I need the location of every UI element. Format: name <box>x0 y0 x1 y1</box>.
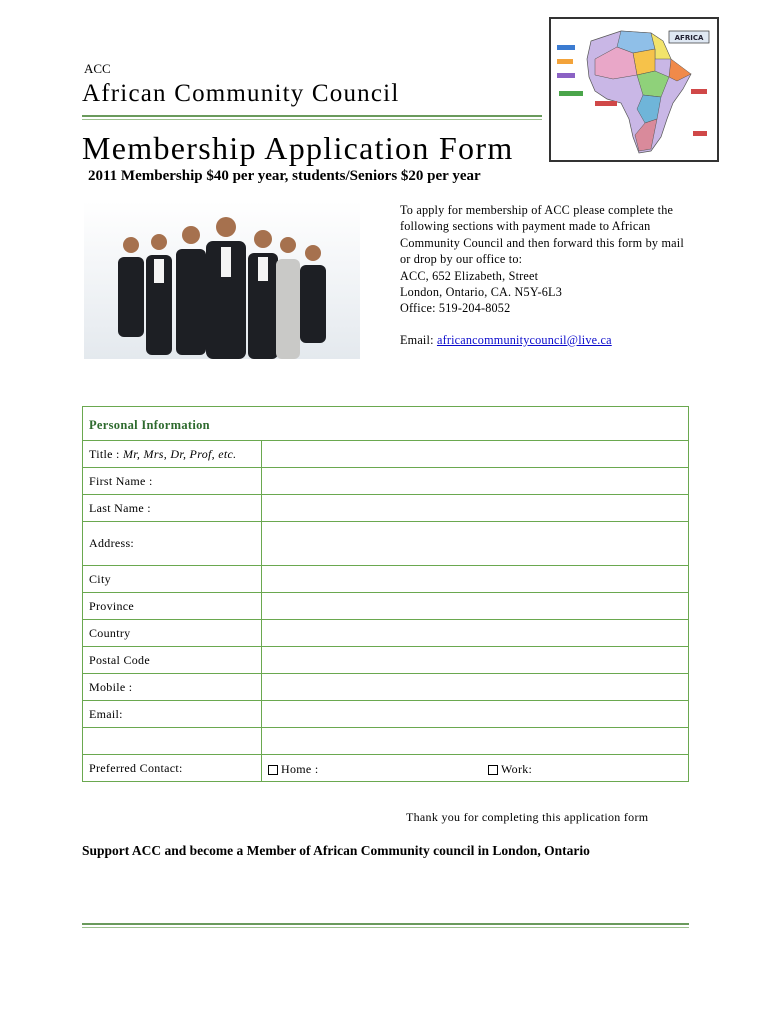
email-line <box>400 332 695 348</box>
email-label-cell: Email: <box>83 701 262 728</box>
work-option-label: Work: <box>501 762 533 776</box>
title-hint: Mr, Mrs, Dr, Prof, etc. <box>122 446 237 461</box>
postal-code-label: Postal Code <box>83 647 262 674</box>
organization-name: African Community Council <box>82 80 400 107</box>
country-field[interactable] <box>262 620 689 647</box>
thank-you-note: Thank you for completing this application form <box>406 810 649 824</box>
office-phone: Office: 519-204-8052 <box>400 301 511 316</box>
city-field[interactable] <box>262 566 689 593</box>
personal-information-table <box>82 406 689 782</box>
postal-code-field[interactable] <box>262 647 689 674</box>
home-option-label: Home : <box>281 762 319 776</box>
preferred-contact-options <box>262 755 689 782</box>
africa-map-image <box>549 17 719 162</box>
mobile-label: Mobile : <box>83 674 262 701</box>
business-people-photo <box>84 201 360 359</box>
acc-abbreviation: ACC <box>84 61 111 76</box>
address-line-1: ACC, 652 Elizabeth, Street <box>400 268 539 283</box>
first-name-label: First Name : <box>83 468 262 495</box>
work-option[interactable] <box>488 762 532 777</box>
last-name-field[interactable] <box>262 495 689 522</box>
work-checkbox-icon[interactable] <box>488 765 498 775</box>
header-divider-thin <box>82 119 542 120</box>
mobile-field[interactable] <box>262 674 689 701</box>
title-label-text: Title : <box>89 446 123 461</box>
first-name-field[interactable] <box>262 468 689 495</box>
email-field[interactable] <box>262 701 689 728</box>
province-label: Province <box>83 593 262 620</box>
preferred-contact-label: Preferred Contact: <box>83 755 262 782</box>
province-field[interactable] <box>262 593 689 620</box>
home-checkbox-icon[interactable] <box>268 765 278 775</box>
intro-paragraph: To apply for membership of ACC please complete the following sections with payment made to African Community Council and then forward this form by mail or drop by our office to: <box>400 203 684 267</box>
email-link[interactable]: africancommunitycouncil@live.ca <box>436 332 612 347</box>
footer-divider <box>82 923 689 925</box>
last-name-label: Last Name : <box>83 495 262 522</box>
form-title: Membership Application Form <box>82 130 514 166</box>
intro-text <box>400 202 695 348</box>
address-line-2: London, Ontario, CA. N5Y-6L3 <box>400 285 562 300</box>
title-field[interactable] <box>262 441 689 468</box>
email-label: Email: <box>400 332 437 347</box>
title-label <box>83 441 262 468</box>
section-title: Personal Information <box>83 407 689 441</box>
address-label: Address: <box>83 522 262 566</box>
header-divider <box>82 115 542 117</box>
home-option[interactable] <box>268 762 318 777</box>
country-label: Country <box>83 620 262 647</box>
city-label: City <box>83 566 262 593</box>
footer-divider-thin <box>82 927 689 928</box>
support-statement: Support ACC and become a Member of African Community council in London, Ontario <box>82 843 590 858</box>
address-field[interactable] <box>262 522 689 566</box>
blank-field[interactable] <box>262 728 689 755</box>
map-title-label: AFRICA <box>674 34 704 42</box>
blank-label-cell <box>83 728 262 755</box>
membership-price-line: 2011 Membership $40 per year, students/Seniors $20 per year <box>88 168 481 184</box>
